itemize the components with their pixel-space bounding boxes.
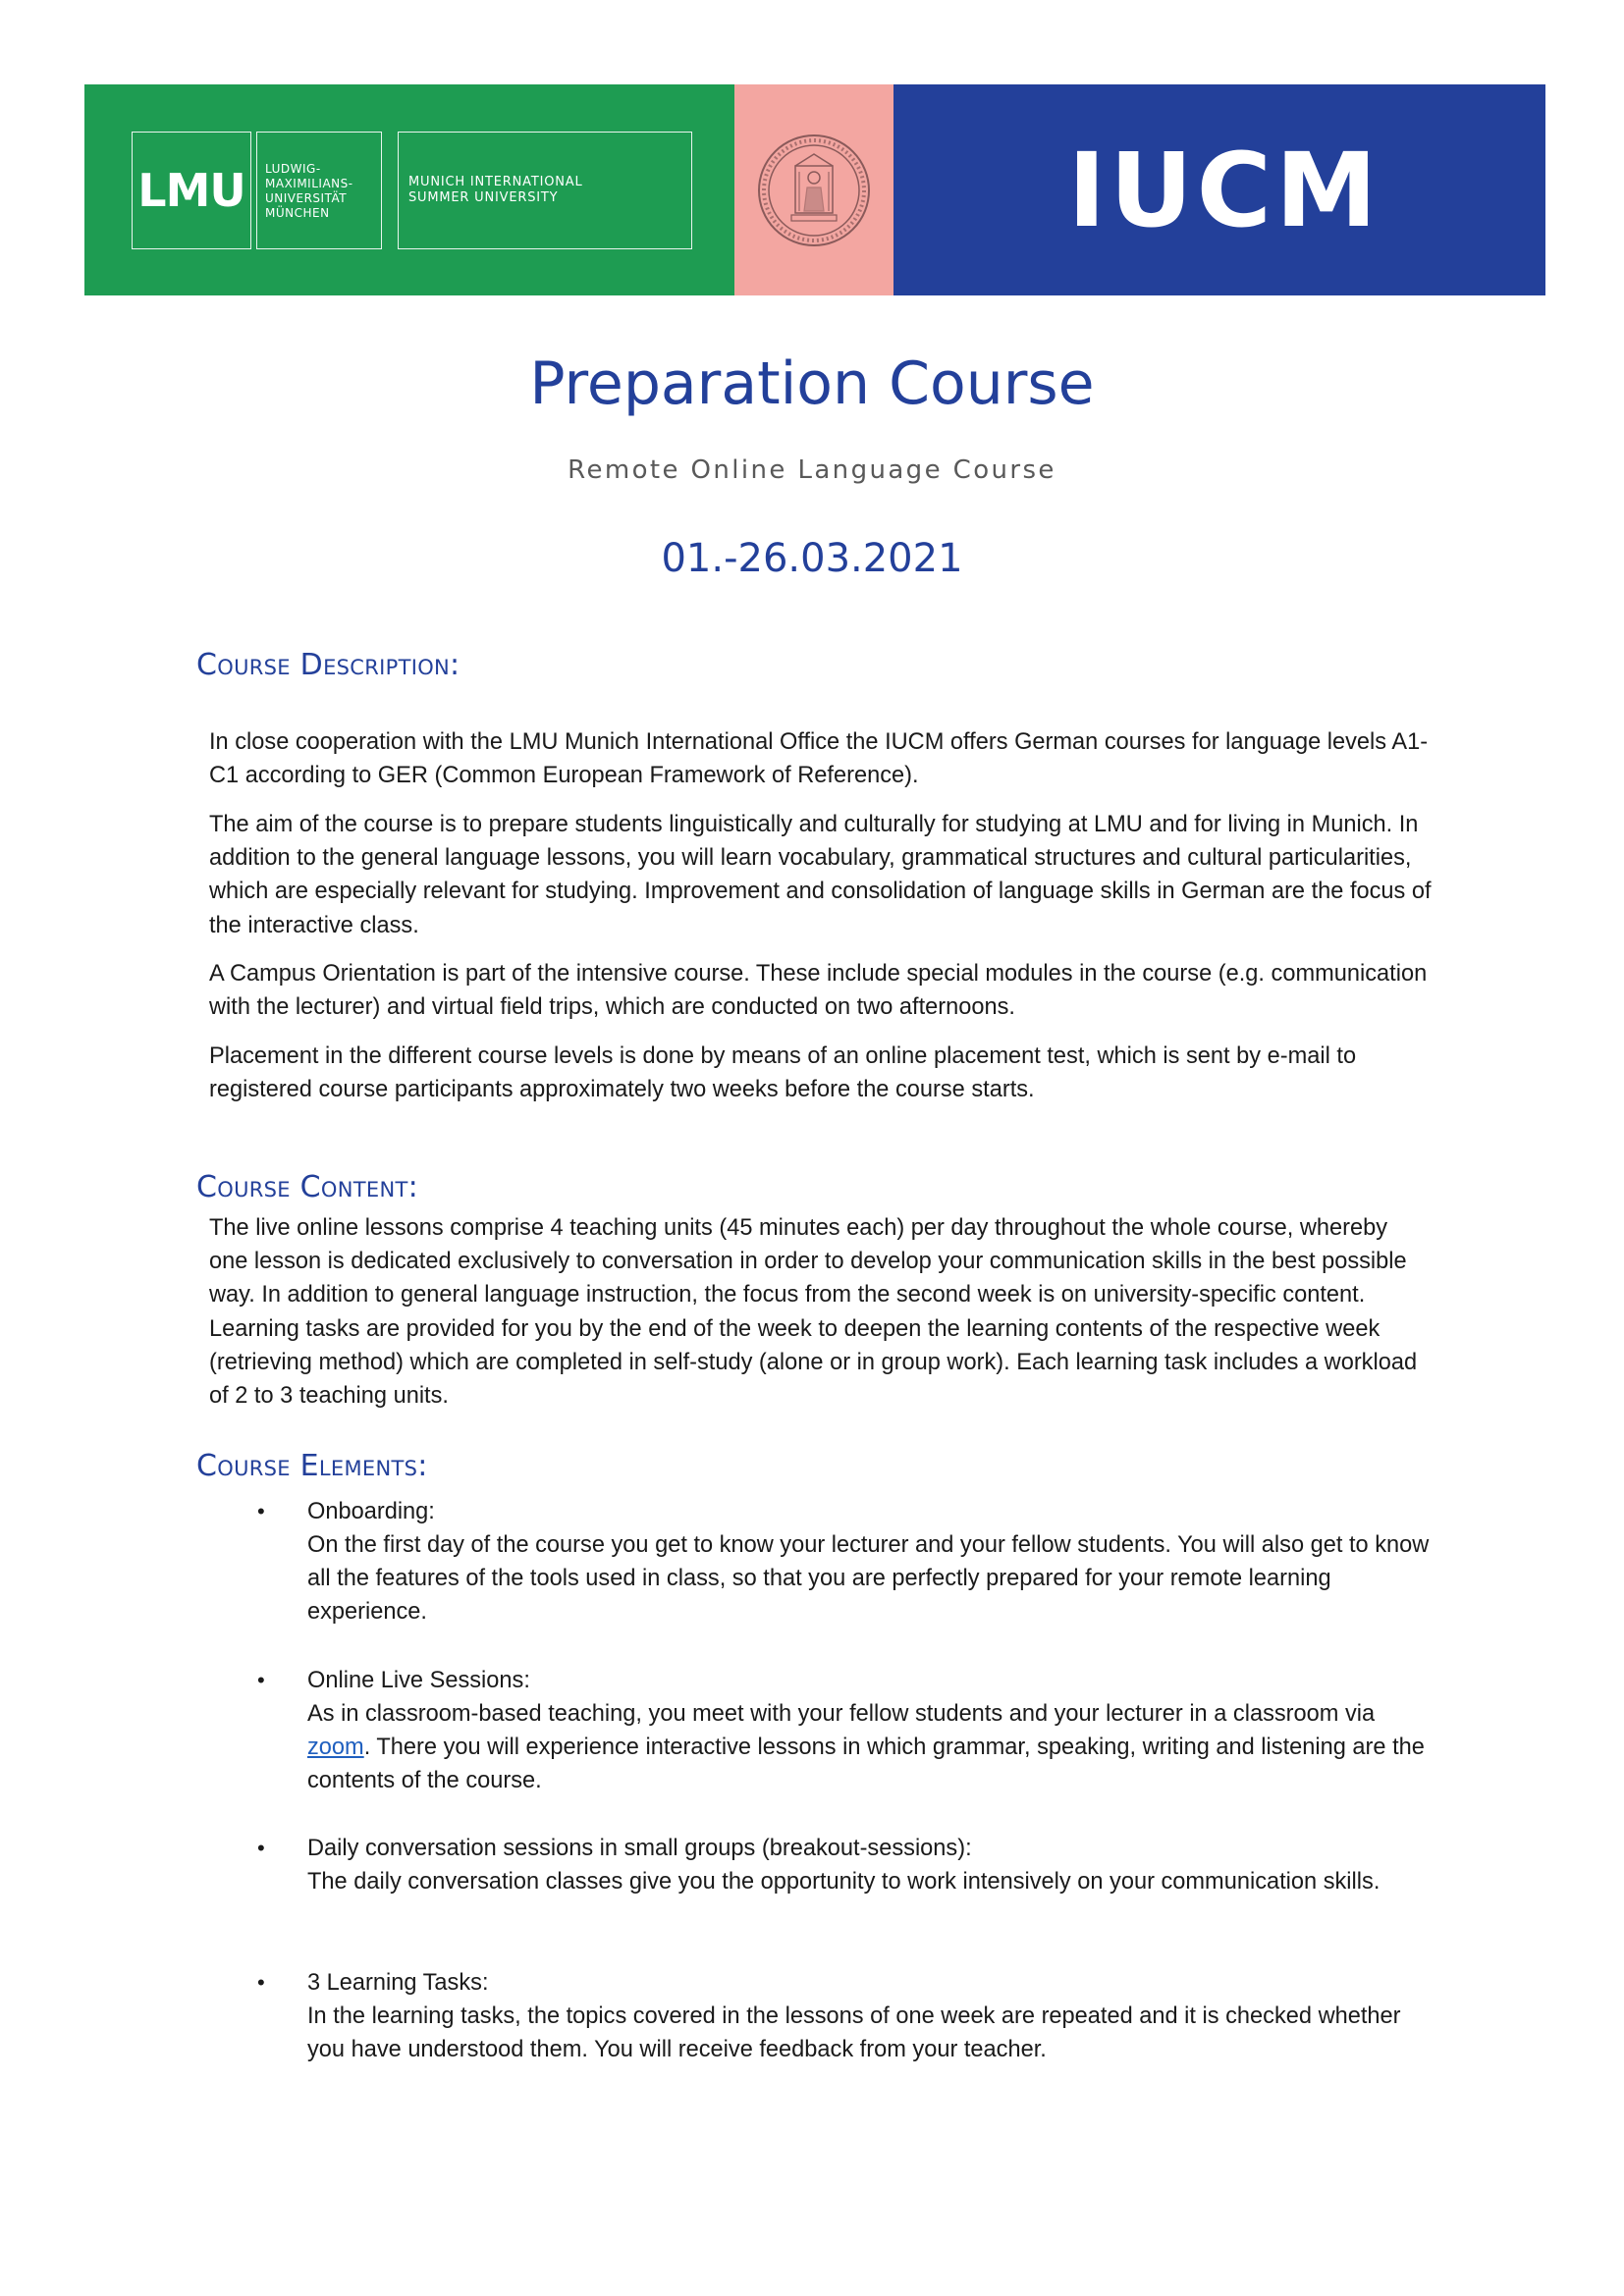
lmu-name-line: MÜNCHEN xyxy=(265,206,330,220)
bullet-icon: • xyxy=(257,1668,265,1692)
summer-line: MUNICH INTERNATIONAL xyxy=(408,175,583,189)
element-body-onboarding: On the first day of the course you get to know your lecturer and your fellow students. You will also get to know all the features of the tools used in class, so that you are perfectly prepared for your remote learning experience. xyxy=(307,1532,1430,1626)
element-body-conversation: The daily conversation classes give you the opportunity to work intensively on your communication skills. xyxy=(307,1869,1380,1895)
page-subtitle: Remote Online Language Course xyxy=(568,455,1056,485)
body-text: . There you will experience interactive lessons in which grammar, speaking, writing and listening are the contents of the course. xyxy=(307,1735,1425,1794)
lmu-logo-box xyxy=(132,132,251,249)
element-body-learning-tasks: In the learning tasks, the topics covered in the lessons of one week are repeated and it is checked whether you have understood them. You will receive feedback from your teacher. xyxy=(307,2003,1401,2063)
lmu-name-line: LUDWIG- xyxy=(265,162,321,176)
course-content-heading: Course Content: xyxy=(196,1170,418,1204)
lmu-university-name xyxy=(256,132,382,249)
university-seal-icon xyxy=(756,133,872,248)
lmu-name-line: MAXIMILIANS- xyxy=(265,177,353,190)
content-paragraph: The live online lessons comprise 4 teaching units (45 minutes each) per day throughout the whole course, whereby one lesson is dedicated exclusively to conversation in order to develop your communication skills in the best possible way. In addition to general language instruction, the focus from the second week is on university-specific content. Learning tasks are provided for you by the end of the week to deepen the learning contents of the respective week (retrieving method) which are completed in self-study (alone or in group work). Each learning task includes a workload of 2 to 3 teaching units. xyxy=(209,1215,1418,1410)
element-title-learning-tasks: 3 Learning Tasks: xyxy=(307,1970,489,1996)
course-dates: 01.-26.03.2021 xyxy=(661,536,963,581)
course-elements-heading: Course Elements: xyxy=(196,1449,428,1483)
description-paragraph: A Campus Orientation is part of the intensive course. These include special modules in the course (e.g. communication with the lecturer) and virtual field trips, which are conducted on two afternoons. xyxy=(209,961,1428,1021)
element-title-conversation: Daily conversation sessions in small groups (breakout-sessions): xyxy=(307,1836,972,1861)
description-paragraph: Placement in the different course levels is done by means of an online placement test, which is sent by e-mail to registered course participants approximately two weeks before the course starts. xyxy=(209,1043,1357,1103)
description-paragraph: In close cooperation with the LMU Munich International Office the IUCM offers German courses for language levels A1-C1 according to GER (Common European Framework of Reference). xyxy=(209,729,1429,789)
lmu-name-line: UNIVERSITÄT xyxy=(265,191,348,205)
summer-line: SUMMER UNIVERSITY xyxy=(408,190,559,205)
course-description-heading: Course Description: xyxy=(196,648,460,682)
bullet-icon: • xyxy=(257,1836,265,1860)
zoom-link[interactable]: zoom xyxy=(307,1735,364,1761)
header-banner xyxy=(84,84,1545,295)
element-title-onboarding: Onboarding: xyxy=(307,1499,435,1524)
description-paragraph: The aim of the course is to prepare students linguistically and culturally for studying at LMU and for living in Munich. In addition to the general language lessons, you will learn vocabulary, grammatical structures and cultural particularities, which are especially relevant for studying. Improvement and consolidation of language skills in German are the focus of the interactive class. xyxy=(209,812,1432,938)
summer-university-label xyxy=(398,132,692,249)
lmu-logo-panel xyxy=(84,84,734,295)
element-body-live-sessions xyxy=(307,1697,1436,1798)
iucm-logo-panel xyxy=(893,84,1545,295)
iucm-logo: IUCM xyxy=(1067,130,1381,250)
seal-panel xyxy=(734,84,893,295)
bullet-icon: • xyxy=(257,1970,265,1995)
element-title-live-sessions: Online Live Sessions: xyxy=(307,1668,530,1693)
page-title: Preparation Course xyxy=(529,349,1095,418)
body-text: As in classroom-based teaching, you meet with your fellow students and your lecturer in a classroom via xyxy=(307,1701,1376,1727)
lmu-logo: LMU xyxy=(137,164,245,217)
bullet-icon: • xyxy=(257,1499,265,1523)
